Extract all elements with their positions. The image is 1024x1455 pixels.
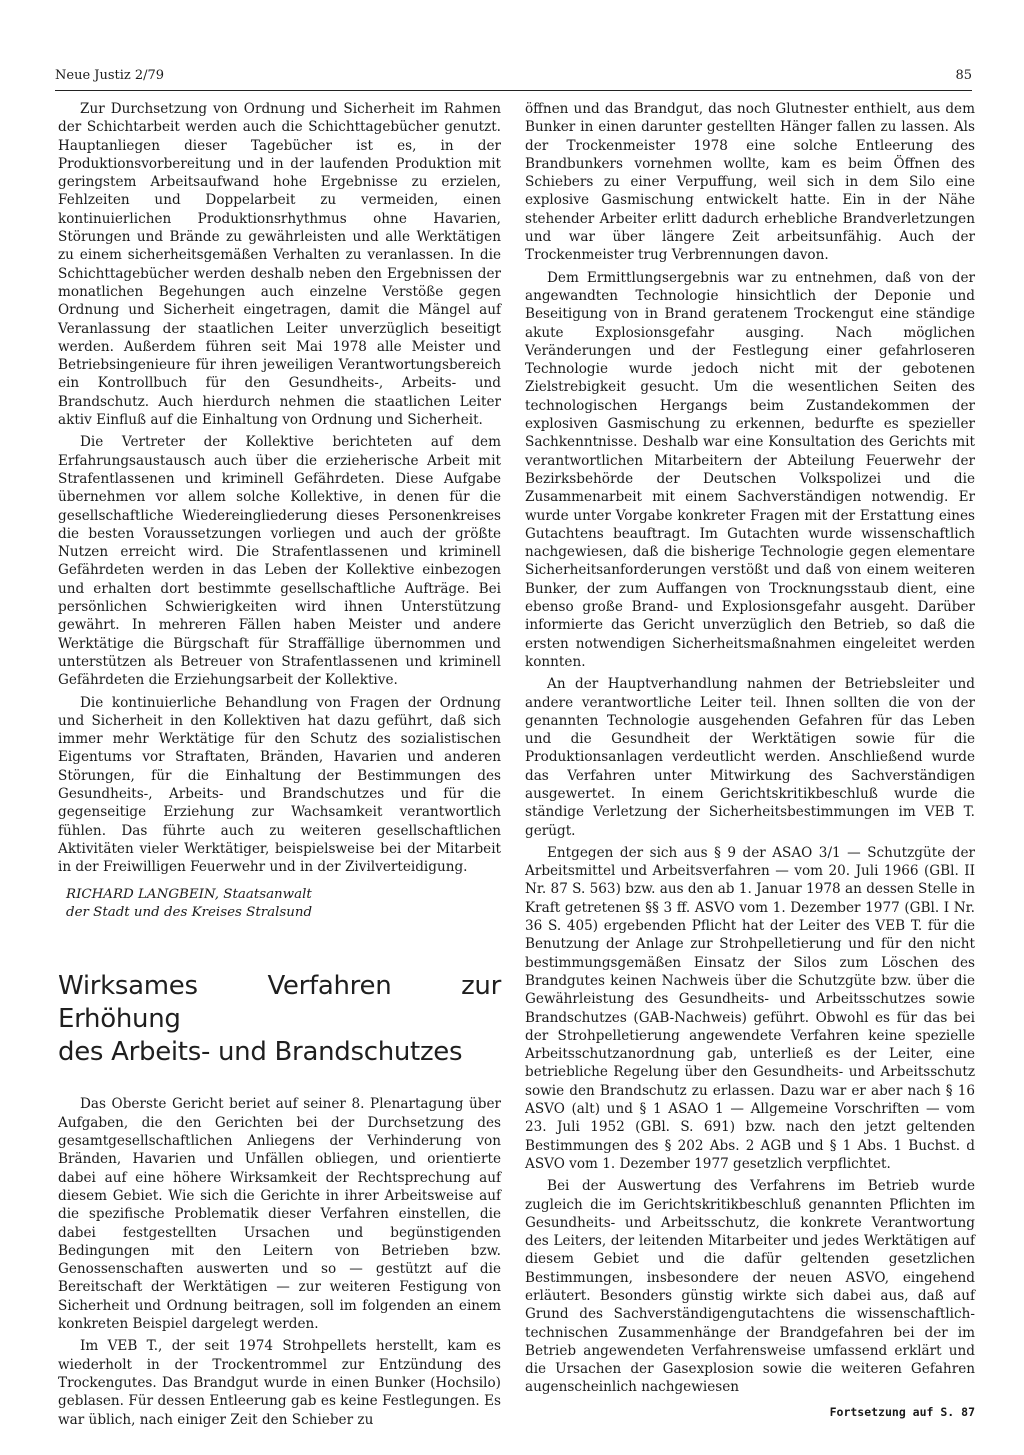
page-header <box>55 68 972 92</box>
header-rule <box>55 90 972 91</box>
article-title-line: Wirksames Verfahren zur Erhöhung <box>58 971 501 1035</box>
paragraph: öffnen und das Brandgut, das noch Glutnester enthielt, aus dem Bunker in einen darunter gestellten Hänger fallen zu lassen. Als der Trockenmeister 1978 eine solche Entleerung des Brandbunkers vornehmen wollte, kam es beim Öffnen des Schiebers zu einer Verpuffung, weil sich in dem Silo eine explosive Gasmischung entwickelt hatte. Ein in der Nähe stehender Arbeiter erlitt dadurch erhebliche Brandverletzungen und war über längere Zeit arbeitsunfähig. Auch der Trockenmeister trug Verbrennungen davon. <box>525 101 975 264</box>
paragraph: Dem Ermittlungsergebnis war zu entnehmen, daß von der angewandten Technologie hinsichtlich der Deponie und Beseitigung von in Brand geratenem Trockengut eine ständige akute Explosionsgefahr ausging. Nach möglichen Veränderungen und der Festlegung einer gefahrloseren Technologie wurde jedoch nicht mit der gebotenen Zielstrebigkeit gesucht. Um die wesentlichen Seiten des technologischen Hergangs beim Zustandekommen der explosiven Gasmischung zu erkennen, bedurfte es spezieller Sachkenntnisse. Deshalb war eine Konsultation des Gerichts mit verantwortlichen Mitarbeitern der Abteilung Feuerwehr der Bezirksbehörde der Deutschen Volkspolizei und die Zusammenarbeit mit einem Sachverständigen notwendig. Er wurde unter Vorgabe konkreter Fragen mit der Erstattung eines Gutachtens beauftragt. Im Gutachten wurde wissenschaftlich nachgewiesen, daß die bisherige Technologie gegen elementare Sicherheitsanforderungen verstößt und daß von einem weiteren Bunker, der zum Auffangen von Trocknungsstaub dient, eine ebenso große Brand- und Explosionsgefahr ausgeht. Darüber informierte das Gericht unverzüglich den Betrieb, so daß die ersten notwendigen Sicherheitsmaßnahmen eingeleitet werden konnten. <box>525 269 975 670</box>
paragraph: Entgegen der sich aus § 9 der ASAO 3/1 — Schutzgüte der Arbeitsmittel und Arbeitsverfahren — vom 20. Juli 1966 (GBl. II Nr. 87 S. 563) bzw. aus den ab 1. Januar 1978 an dessen Stelle in Kraft getretenen §§ 3 ff. ASVO vom 1. Dezember 1977 (GBl. I Nr. 36 S. 405) ergebenden Pflicht hat der Leiter des VEB T. für die Benutzung der Anlage zur Strohpelletierung und für den nicht bestimmungsgemäßen Einsatz der Silos zum Löschen des Brandgutes keinen Nachweis über die Schutzgüte bzw. über die Gewährleistung des Gesundheits- und Arbeitsschutzes sowie Brandschutzes (GAB-Nachweis) geführt. Obwohl es für das bei der Strohpelletierung angewendete Verfahren keine spezielle Arbeitsschutzanordnung gab, unterließ es der Leiter, eine betriebliche Regelung über den Gesundheits- und Arbeitsschutz sowie den Brandschutz zu erlassen. Dazu war er aber nach § 16 ASVO (alt) und § 1 ASAO 1 — Allgemeine Vorschriften — vom 23. Juli 1952 (GBl. S. 691) bzw. nach den jetzt geltenden Bestimmungen des § 202 Abs. 2 AGB und § 1 Abs. 1 Buchst. d ASVO vom 1. Dezember 1977 gesetzlich verpflichtet. <box>525 844 976 1172</box>
paragraph: An der Hauptverhandlung nahmen der Betriebsleiter und andere verantwortliche Leiter teil. Ihnen sollten die von der genannten Technologie ausgehenden Gefahren für das Leben und die Gesundheit der Werktätigen sowie für die Produktionsanlagen verdeutlicht werden. Anschließend wurde das Verfahren unter Mitwirkung des Sachverständigen ausgewertet. In einem Gerichtskritikbeschluß wurde die ständige Verletzung der Sicherheitsbestimmungen im VEB T. gerügt. <box>525 676 975 839</box>
journal-issue: Neue Justiz 2/79 <box>55 68 165 83</box>
article-title <box>58 970 501 1069</box>
right-column <box>525 100 975 1421</box>
author-signature <box>58 886 501 922</box>
continuation-note: Fortsetzung auf S. 87 <box>829 1404 975 1419</box>
left-column <box>58 100 501 1429</box>
paragraph: Im VEB T., der seit 1974 Strohpellets herstellt, kam es wiederholt in der Trockentrommel zur Entzündung des Trockengutes. Das Brandgut wurde in einen Bunker (Hochsilo) geblasen. Für dessen Entleerung gab es keine Festlegungen. Es war üblich, nach einiger Zeit den Schieber zu <box>58 1338 501 1428</box>
signature-name: RICHARD LANGBEIN, Staatsanwalt <box>66 887 312 903</box>
signature-affiliation: der Stadt und des Kreises Stralsund <box>66 905 313 921</box>
page-number: 85 <box>955 68 972 83</box>
paragraph: Die kontinuierliche Behandlung von Fragen der Ordnung und Sicherheit in den Kollektiven hat dazu geführt, daß sich immer mehr Werktätige für den Schutz des sozialistischen Eigentums vor Straftaten, Bränden, Havarien und anderen Störungen, für die Einhaltung der Bestimmungen des Gesundheits-, Arbeits- und Brandschutzes und für die gegenseitige Erziehung zur Wachsamkeit verantwortlich fühlen. Das führte auch zu weiteren gesellschaftlichen Aktivitäten vieler Werktätiger, beispielsweise bei der Mitarbeit in der Freiwilligen Feuerwehr und in der Zivilverteidigung. <box>58 694 501 876</box>
paragraph: Bei der Auswertung des Verfahrens im Betrieb wurde zugleich die im Gerichtskritikbeschluß genannten Pflichten im Gesundheits- und Arbeitsschutz, die konkrete Verantwortung des Leiters, der leitenden Mitarbeiter und jedes Werktätigen auf diesem Gebiet und die dafür geltenden gesetzlichen Bestimmungen, insbesondere der neuen ASVO, eingehend erläutert. Besonders günstig wirkte sich dabei aus, daß auf Grund des Sachverständigengutachtens die wissenschaftlich-technischen Zusammenhänge der Brandgefahren bei der im Betrieb angewendeten Verfahrensweise umfassend erklärt und die Ursachen der Gasexplosion sowie die weiteren Gefahren augenscheinlich nachgewiesen <box>525 1178 975 1396</box>
paragraph: Das Oberste Gericht beriet auf seiner 8. Plenartagung über Aufgaben, die den Gerichten bei der Durchsetzung des gesamtgesellschaftlichen Anliegens der Verhinderung von Bränden, Havarien und Unfällen obliegen, und orientierte dabei auf eine höhere Wirksamkeit der Rechtsprechung auf diesem Gebiet. Wie sich die Gerichte in ihrer Arbeitsweise auf die spezifische Problematik dieser Verfahren einstellen, die dabei festgestellten Ursachen und begünstigenden Bedingungen mit den Leitern von Betrieben bzw. Genossenschaften auswerten und so — gestützt auf die Bereitschaft der Werktätigen — zur weiteren Festigung von Sicherheit und Ordnung beitragen, soll im folgenden an einem konkreten Beispiel dargelegt werden. <box>58 1096 501 1333</box>
paragraph: Die Vertreter der Kollektive berichteten auf dem Erfahrungsaustausch auch über die erzieherische Arbeit mit Strafentlassenen und kriminell Gefährdeten. Diese Aufgabe übernehmen vor allem solche Kollektive, in denen für die gesellschaftliche Wiedereingliederung dieses Personenkreises die besten Voraussetzungen vorliegen und auch der größte Nutzen erreicht wird. Die Strafentlassenen und kriminell Gefährdeten werden in das Leben der Kollektive einbezogen und erhalten dort bestimmte gesellschaftliche Aufträge. Bei persönlichen Schwierigkeiten wird ihnen Unterstützung gewährt. In mehreren Fällen haben Meister und andere Werktätige die Bürgschaft für Straffällige übernommen und unterstützen als Betreuer von Strafentlassenen und kriminell Gefährdeten die Erziehungsarbeit der Kollektive. <box>58 434 501 689</box>
paragraph: Zur Durchsetzung von Ordnung und Sicherheit im Rahmen der Schichtarbeit werden auch die Schichttagebücher genutzt. Hauptanliegen dieser Tagebücher ist es, in der Produktionsvorbereitung und in der laufenden Produktion mit geringstem Arbeitsaufwand hohe Ergebnisse zu erzielen, Fehlzeiten und Doppelarbeit zu vermeiden, einen kontinuierlichen Produktionsrhythmus ohne Havarien, Störungen und Brände zu gewährleisten und alle Werktätigen zu einem sicherheitsgemäßen Verhalten zu veranlassen. In die Schichttagebücher werden deshalb neben den Ergebnissen der monatlichen Begehungen auch einzelne Verstöße gegen Ordnung und Sicherheit eingetragen, damit die Mängel auf Veranlassung der staatlichen Leiter unverzüglich beseitigt werden. Außerdem führen seit Mai 1978 alle Meister und Betriebsingenieure für ihren jeweiligen Verantwortungsbereich ein Kontrollbuch für den Gesundheits-, Arbeits- und Brandschutz. Auch hierdurch nehmen die staatlichen Leiter aktiv Einfluß auf die Einhaltung von Ordnung und Sicherheit. <box>58 101 501 429</box>
article-title-line: des Arbeits- und Brandschutzes <box>58 1037 463 1068</box>
